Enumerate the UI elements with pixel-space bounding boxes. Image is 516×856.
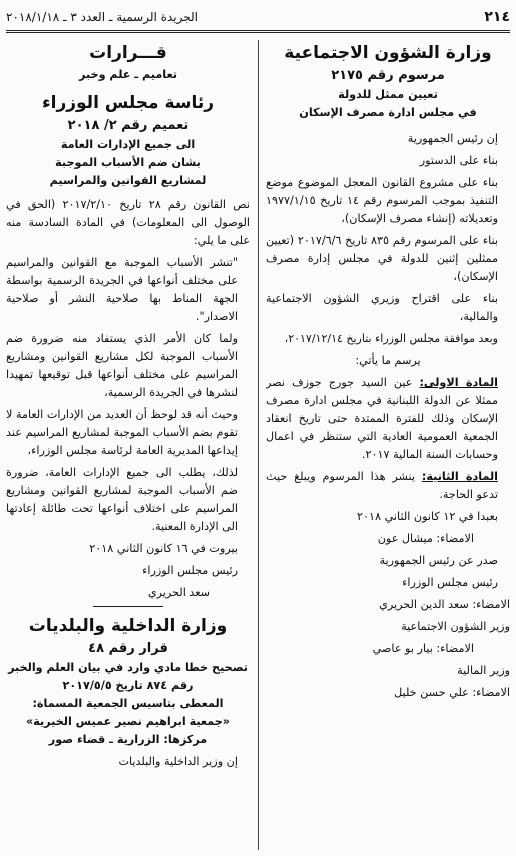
decision-closing: إن وزير الداخلية والبلديات [118,755,238,768]
circular-pm-name: سعد الحريري [147,586,210,599]
circular-date: بيروت في ١٦ كانون الثاني ٢٠١٨ [89,542,238,555]
preamble-approval: وبعد موافقة مجلس الوزراء بتاريخ ٢٠١٧/١٢/١٤، [284,332,498,345]
signature-finance: الامضاء: علي حسن خليل [394,686,510,699]
decree-date: بعبدا في ١٢ كانون الثاني ٢٠١٨ [357,510,498,523]
section-subtitle: تعاميم ـ علم وخبر [78,68,178,81]
preamble-constitution: بناء على الدستور [419,154,498,167]
article-1-label: المادة الاولى: [419,376,498,389]
ministry-title: وزارة الشؤون الاجتماعية [284,43,492,63]
pm-title: رئيس مجلس الوزراء [402,576,498,589]
decision-line-4: «جمعية ابراهيم نصير عميس الخيرية» [25,715,231,728]
decision-line-1: تصحيح خطا مادي وارد في بيان العلم والخبر [8,661,248,674]
preamble-law: بناء على مشروع القانون المعجل الموضوع موضع التنفيذ بموجب المرسوم رقم ١٤ تاريخ ١٩٧٧/١/١٥ وتعديلاته (إنشاء مصرف الإسكان)، [266,176,498,225]
section-separator [93,606,163,607]
header-rule [6,30,510,33]
social-affairs-minister-title: وزير الشؤون الاجتماعية [401,620,510,633]
decree-subject-2: في مجلس ادارة مصرف الإسكان [299,106,477,119]
signature-president: الامضاء: ميشال عون [377,532,474,545]
signature-pm: الامضاء: سعد الدين الحريري [379,598,510,611]
left-column [6,40,250,850]
column-divider [258,40,259,850]
article-2 [266,468,510,504]
circular-subject-1: بشان ضم الأسباب الموجبة [55,156,201,169]
article-1-text: عين السيد جورج جوزف نصر ممثلا عن الدولة اللبنانية في مجلس ادارة مصرف الإسكان وذلك للفترة الممتدة حتى تاريخ انعقاد الجمعية العمومية العادية التي ستنظر في اعمال وحسابات السنة المالية ٢٠١٧. [266,376,498,461]
publication-title: الجريدة الرسمية ـ العدد ٣ ـ ٢٠١٨/١/١٨ [6,10,198,24]
interior-ministry-title: وزارة الداخلية والبلديات [28,616,228,636]
finance-minister-title: وزير المالية [457,664,510,677]
office-title: رئاسة مجلس الوزراء [41,93,215,113]
circular-subject-2: لمشاريع القوانين والمراسيم [49,174,207,187]
preamble-president: إن رئيس الجمهورية [407,132,498,145]
circular-number: تعميم رقم ٢/ ٢٠١٨ [67,118,189,133]
preamble-proposal: بناء على اقتراح وزيري الشؤون الاجتماعية والمالية، [266,292,498,323]
circular-paragraph-5: لذلك، يطلب الى جميع الإدارات العامة، ضرورة ضم الأسباب الموجبة لمشاريع القوانين ومشاريع المراسيم على اختلاف أنواعها تحت طائلة إعادتها الى الإدارة المعنية. [6,466,238,533]
decision-line-5: مركزها: الزرارية ـ قضاء صور [48,733,208,746]
article-2-text: ينشر هذا المرسوم ويبلغ حيث تدعو الحاجة. [266,470,498,501]
decree-intro: يرسم ما يأتي: [355,354,421,367]
article-2-label: المادة الثانية: [421,470,498,483]
page-number: ٢١٤ [484,9,510,25]
circular-recipient: الى جميع الإدارات العامة [60,138,196,151]
right-column [266,40,510,850]
circular-paragraph-2: "تنشر الأسباب الموجبة مع القوانين والمراسيم على مختلف أنواعها في الجريدة الرسمية بواسطة الجهة المناط بها صلاحية النشر أو صلاحية الاصدار". [6,256,238,323]
signature-social-affairs: الامضاء: بيار بو عاصي [372,642,474,655]
decree-subject-1: تعيين ممثل للدولة [338,88,438,101]
decision-line-2: رقم ٨٧٤ تاريخ ٢٠١٧/٥/٥ [62,679,194,692]
preamble-decree: بناء على المرسوم رقم ٨٣٥ تاريخ ٢٠١٧/٦/٦ (تعيين ممثلين إثنين للدولة في مجلس إدارة مصرف الإسكان)، [266,234,498,283]
issued-by: صدر عن رئيس الجمهورية [379,554,498,567]
section-title: قـــرارات [89,43,167,63]
decision-number: قرار رقم ٤٨ [88,641,168,656]
circular-paragraph-3: ولما كان الأمر الذي يستفاد منه ضرورة ضم الأسباب الموجبة لكل مشاريع القوانين ومشاريع المراسيم على مختلف أنواعها قبل توقيعها تمهيدا لنشرها في الجريدة الرسمية، [6,332,238,399]
circular-pm-title: رئيس مجلس الوزراء [142,564,238,577]
circular-paragraph-1: نص القانون رقم ٢٨ تاريخ ٢٠١٧/٢/١٠ (الحق في الوصول الى المعلومات) في المادة السادسة منه على ما يلي: [6,198,250,247]
decree-number: مرسوم رقم ٢١٧٥ [331,68,445,83]
decision-line-3: المعطى بتاسيس الجمعية المسماة: [32,697,224,710]
page-header [6,6,510,28]
article-1 [266,374,510,464]
circular-paragraph-4: وحيث أنه قد لوحظ أن العديد من الإدارات العامة لا تقوم بضم الأسباب الموجبة لمشاريع المراسيم عند إيداعها المديرية العامة لرئاسة مجلس الوزراء، [6,408,238,457]
